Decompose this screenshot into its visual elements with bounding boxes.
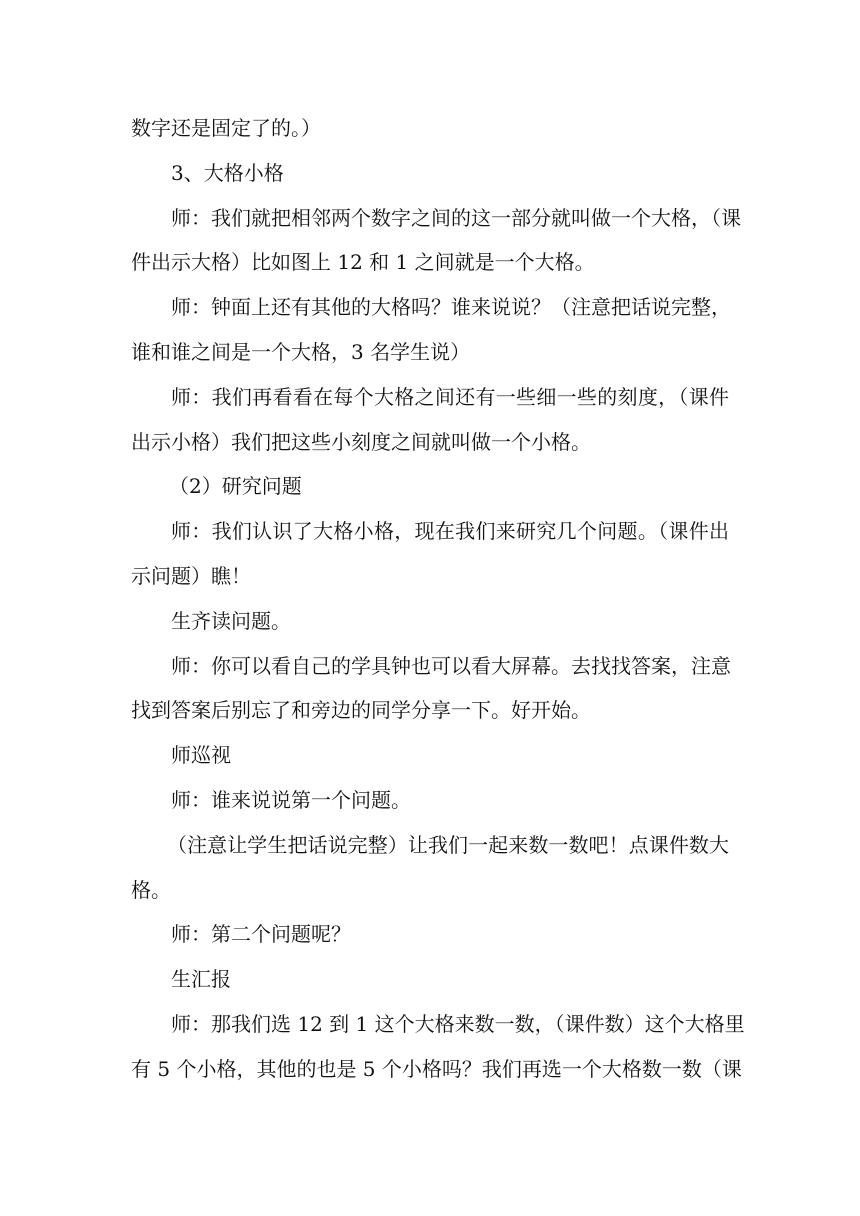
subsection-heading: （2）研究问题 <box>169 474 302 499</box>
text-line-1: 数字还是固定了的。） <box>131 116 321 140</box>
text-line-22: 有 5 个小格，其他的也是 5 个小格吗？我们再选一个大格数一数（课 <box>131 1056 742 1081</box>
text-line-17: （注意让学生把话说完整）让我们一起来数一数吧！点课件数大 <box>167 832 729 857</box>
text-line-7: 师：我们再看看在每个大格之间还有一些细一些的刻度，（课件 <box>171 384 729 409</box>
text-line-15: 师巡视 <box>171 743 231 768</box>
text-line-11: 示问题）瞧！ <box>131 563 251 588</box>
text-line-6: 谁和谁之间是一个大格，3 名学生说） <box>131 339 471 364</box>
text-line-20: 生汇报 <box>171 967 231 992</box>
text-line-19: 师：第二个问题呢？ <box>171 922 351 947</box>
text-line-8: 出示小格）我们把这些小刻度之间就叫做一个小格。 <box>131 429 591 454</box>
text-line-18: 格。 <box>131 877 171 902</box>
text-line-10: 师：我们认识了大格小格，现在我们来研究几个问题。（课件出 <box>171 519 729 544</box>
text-line-13: 师：你可以看自己的学具钟也可以看大屏幕。去找找答案，注意 <box>171 653 731 678</box>
section-heading: 3、大格小格 <box>171 160 284 185</box>
text-line-14: 找到答案后别忘了和旁边的同学分享一下。好开始。 <box>131 698 591 723</box>
text-line-4: 件出示大格）比如图上 12 和 1 之间就是一个大格。 <box>131 250 595 275</box>
text-line-3: 师：我们就把相邻两个数字之间的这一部分就叫做一个大格，（课 <box>171 205 741 230</box>
text-line-16: 师：谁来说说第一个问题。 <box>171 787 411 812</box>
text-line-5: 师：钟面上还有其他的大格吗？谁来说说？（注意把话说完整， <box>171 295 731 320</box>
body-text <box>131 106 745 1092</box>
text-line-12: 生齐读问题。 <box>171 608 291 633</box>
text-line-21: 师：那我们选 12 到 1 这个大格来数一数，（课件数）这个大格里 <box>171 1011 745 1036</box>
